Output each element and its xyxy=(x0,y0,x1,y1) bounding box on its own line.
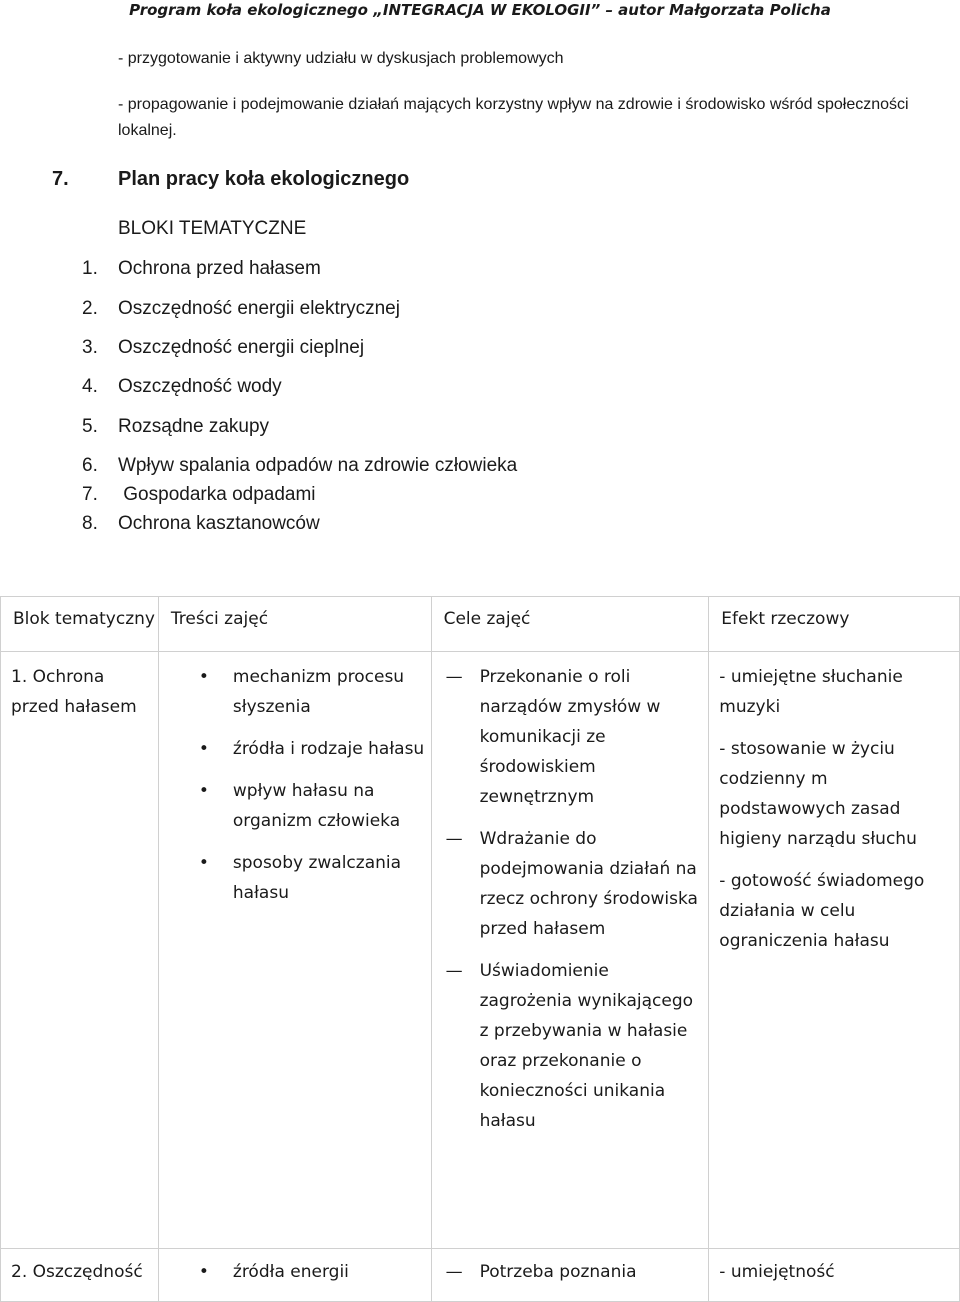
cell-effect xyxy=(709,1249,960,1302)
effect-item: - umiejętność xyxy=(719,1262,835,1282)
list-item: • sposoby zwalczania hałasu xyxy=(233,848,425,908)
cell-contents xyxy=(158,1249,431,1302)
list-item: 3. Oszczędność energii cieplnej xyxy=(82,337,365,358)
effect-item: - stosowanie w życiu codzienny m podstawowych zasad higieny narządu słuchu xyxy=(719,739,917,849)
effect-item: - umiejętne słuchanie muzyki xyxy=(719,667,903,717)
list-item: — Uświadomienie zagrożenia wynikającego z przebywania w hałasie oraz przekonanie o konieczności unikania hałasu xyxy=(480,956,703,1136)
cell-block: 1. Ochrona przed hałasem xyxy=(1,652,159,1249)
cell-goals xyxy=(431,1249,709,1302)
table-row xyxy=(1,652,960,1249)
page-header: Program koła ekologicznego „INTEGRACJA W EKOLOGII” – autor Małgorzata Policha xyxy=(129,1,831,19)
cell-effect xyxy=(709,652,960,1249)
intro-line: - przygotowanie i aktywny udziału w dyskusjach problemowych xyxy=(118,50,564,67)
list-item: 6. Wpływ spalania odpadów na zdrowie człowieka xyxy=(82,455,518,476)
list-item: • mechanizm procesu słyszenia xyxy=(233,662,425,722)
list-item: 8. Ochrona kasztanowców xyxy=(82,513,320,534)
blocks-title: BLOKI TEMATYCZNE xyxy=(118,218,307,239)
plan-table xyxy=(0,596,960,1302)
effect-item: - gotowość świadomego działania w celu ograniczenia hałasu xyxy=(719,871,925,951)
cell-contents xyxy=(158,652,431,1249)
list-item: — Wdrażanie do podejmowania działań na rzecz ochrony środowiska przed hałasem xyxy=(480,824,703,944)
list-item: • źródła i rodzaje hałasu xyxy=(233,734,425,764)
col-header-goals: Cele zajęć xyxy=(431,597,709,652)
col-header-contents: Treści zajęć xyxy=(158,597,431,652)
section-number: 7. xyxy=(52,168,69,190)
list-item: 7. Gospodarka odpadami xyxy=(82,484,316,505)
cell-goals xyxy=(431,652,709,1249)
list-item: • źródła energii xyxy=(233,1257,425,1287)
table-header-row xyxy=(1,597,960,652)
list-item: 2. Oszczędność energii elektrycznej xyxy=(82,298,400,319)
col-header-effect: Efekt rzeczowy xyxy=(709,597,960,652)
section-title: Plan pracy koła ekologicznego xyxy=(118,168,410,190)
section-heading xyxy=(52,168,409,191)
list-item: • wpływ hałasu na organizm człowieka xyxy=(233,776,425,836)
col-header-block: Blok tematyczny xyxy=(1,597,159,652)
list-item: 5. Rozsądne zakupy xyxy=(82,416,270,437)
table-row xyxy=(1,1249,960,1302)
list-item: — Przekonanie o roli narządów zmysłów w komunikacji ze środowiskiem zewnętrznym xyxy=(480,662,703,812)
intro-line: - propagowanie i podejmowanie działań mających korzystny wpływ na zdrowie i środowisko wśród społeczności lokalnej. xyxy=(118,96,909,139)
cell-block: 2. Oszczędność xyxy=(1,1249,159,1302)
list-item: 1. Ochrona przed hałasem xyxy=(82,258,321,279)
list-item: — Potrzeba poznania xyxy=(480,1257,703,1287)
list-item: 4. Oszczędność wody xyxy=(82,376,282,397)
